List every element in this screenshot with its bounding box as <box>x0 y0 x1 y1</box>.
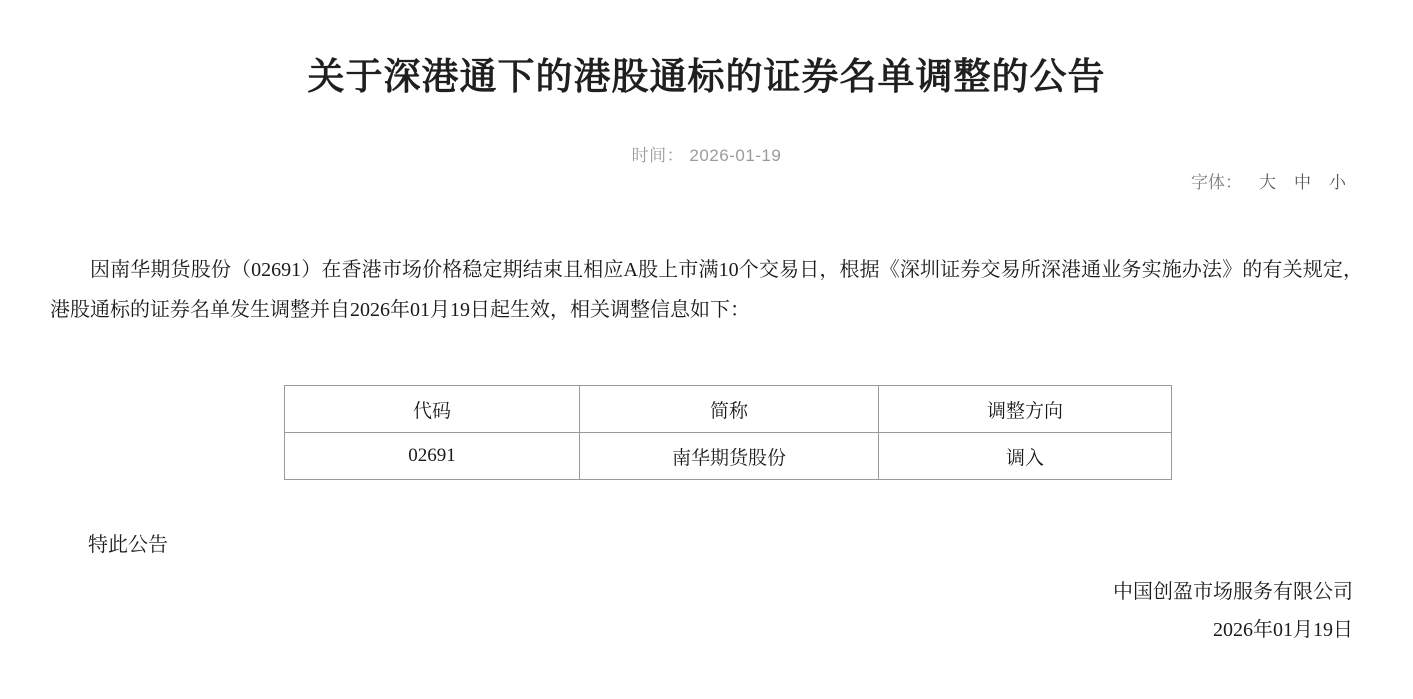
font-size-small-option[interactable]: 小 <box>1329 173 1346 192</box>
table-cell-code: 02691 <box>285 433 580 480</box>
table-header-shortname: 简称 <box>580 386 879 433</box>
font-size-label: 字体： <box>1191 173 1242 192</box>
adjustment-table-wrapper <box>284 385 1172 480</box>
signature-organization: 中国创盈市场服务有限公司 <box>1113 581 1353 603</box>
font-size-medium-option[interactable]: 中 <box>1294 173 1311 192</box>
table-header-direction: 调整方向 <box>879 386 1172 433</box>
table-row <box>285 433 1172 480</box>
font-size-large-option[interactable]: 大 <box>1259 173 1276 192</box>
page-title: 关于深港通下的港股通标的证券名单调整的公告 <box>307 56 1106 97</box>
body-paragraph: 因南华期货股份（02691）在香港市场价格稳定期结束且相应A股上市满10个交易日，根据《深圳证券交易所深港通业务实施办法》的有关规定，港股通标的证券名单发生调整并自2026年01月19日起生效，相关调整信息如下： <box>50 259 1363 321</box>
signature-date: 2026年01月19日 <box>1213 619 1353 641</box>
table-header-code: 代码 <box>285 386 580 433</box>
body-text <box>50 250 1363 330</box>
table-cell-direction: 调入 <box>879 433 1172 480</box>
table-cell-shortname: 南华期货股份 <box>580 433 879 480</box>
adjustment-table <box>284 385 1172 480</box>
table-header-row <box>285 386 1172 433</box>
font-size-control <box>1191 168 1355 193</box>
publish-time: 时间： 2026-01-19 <box>631 146 782 165</box>
signature-block <box>1113 573 1353 649</box>
closing-statement: 特此公告 <box>88 534 168 556</box>
